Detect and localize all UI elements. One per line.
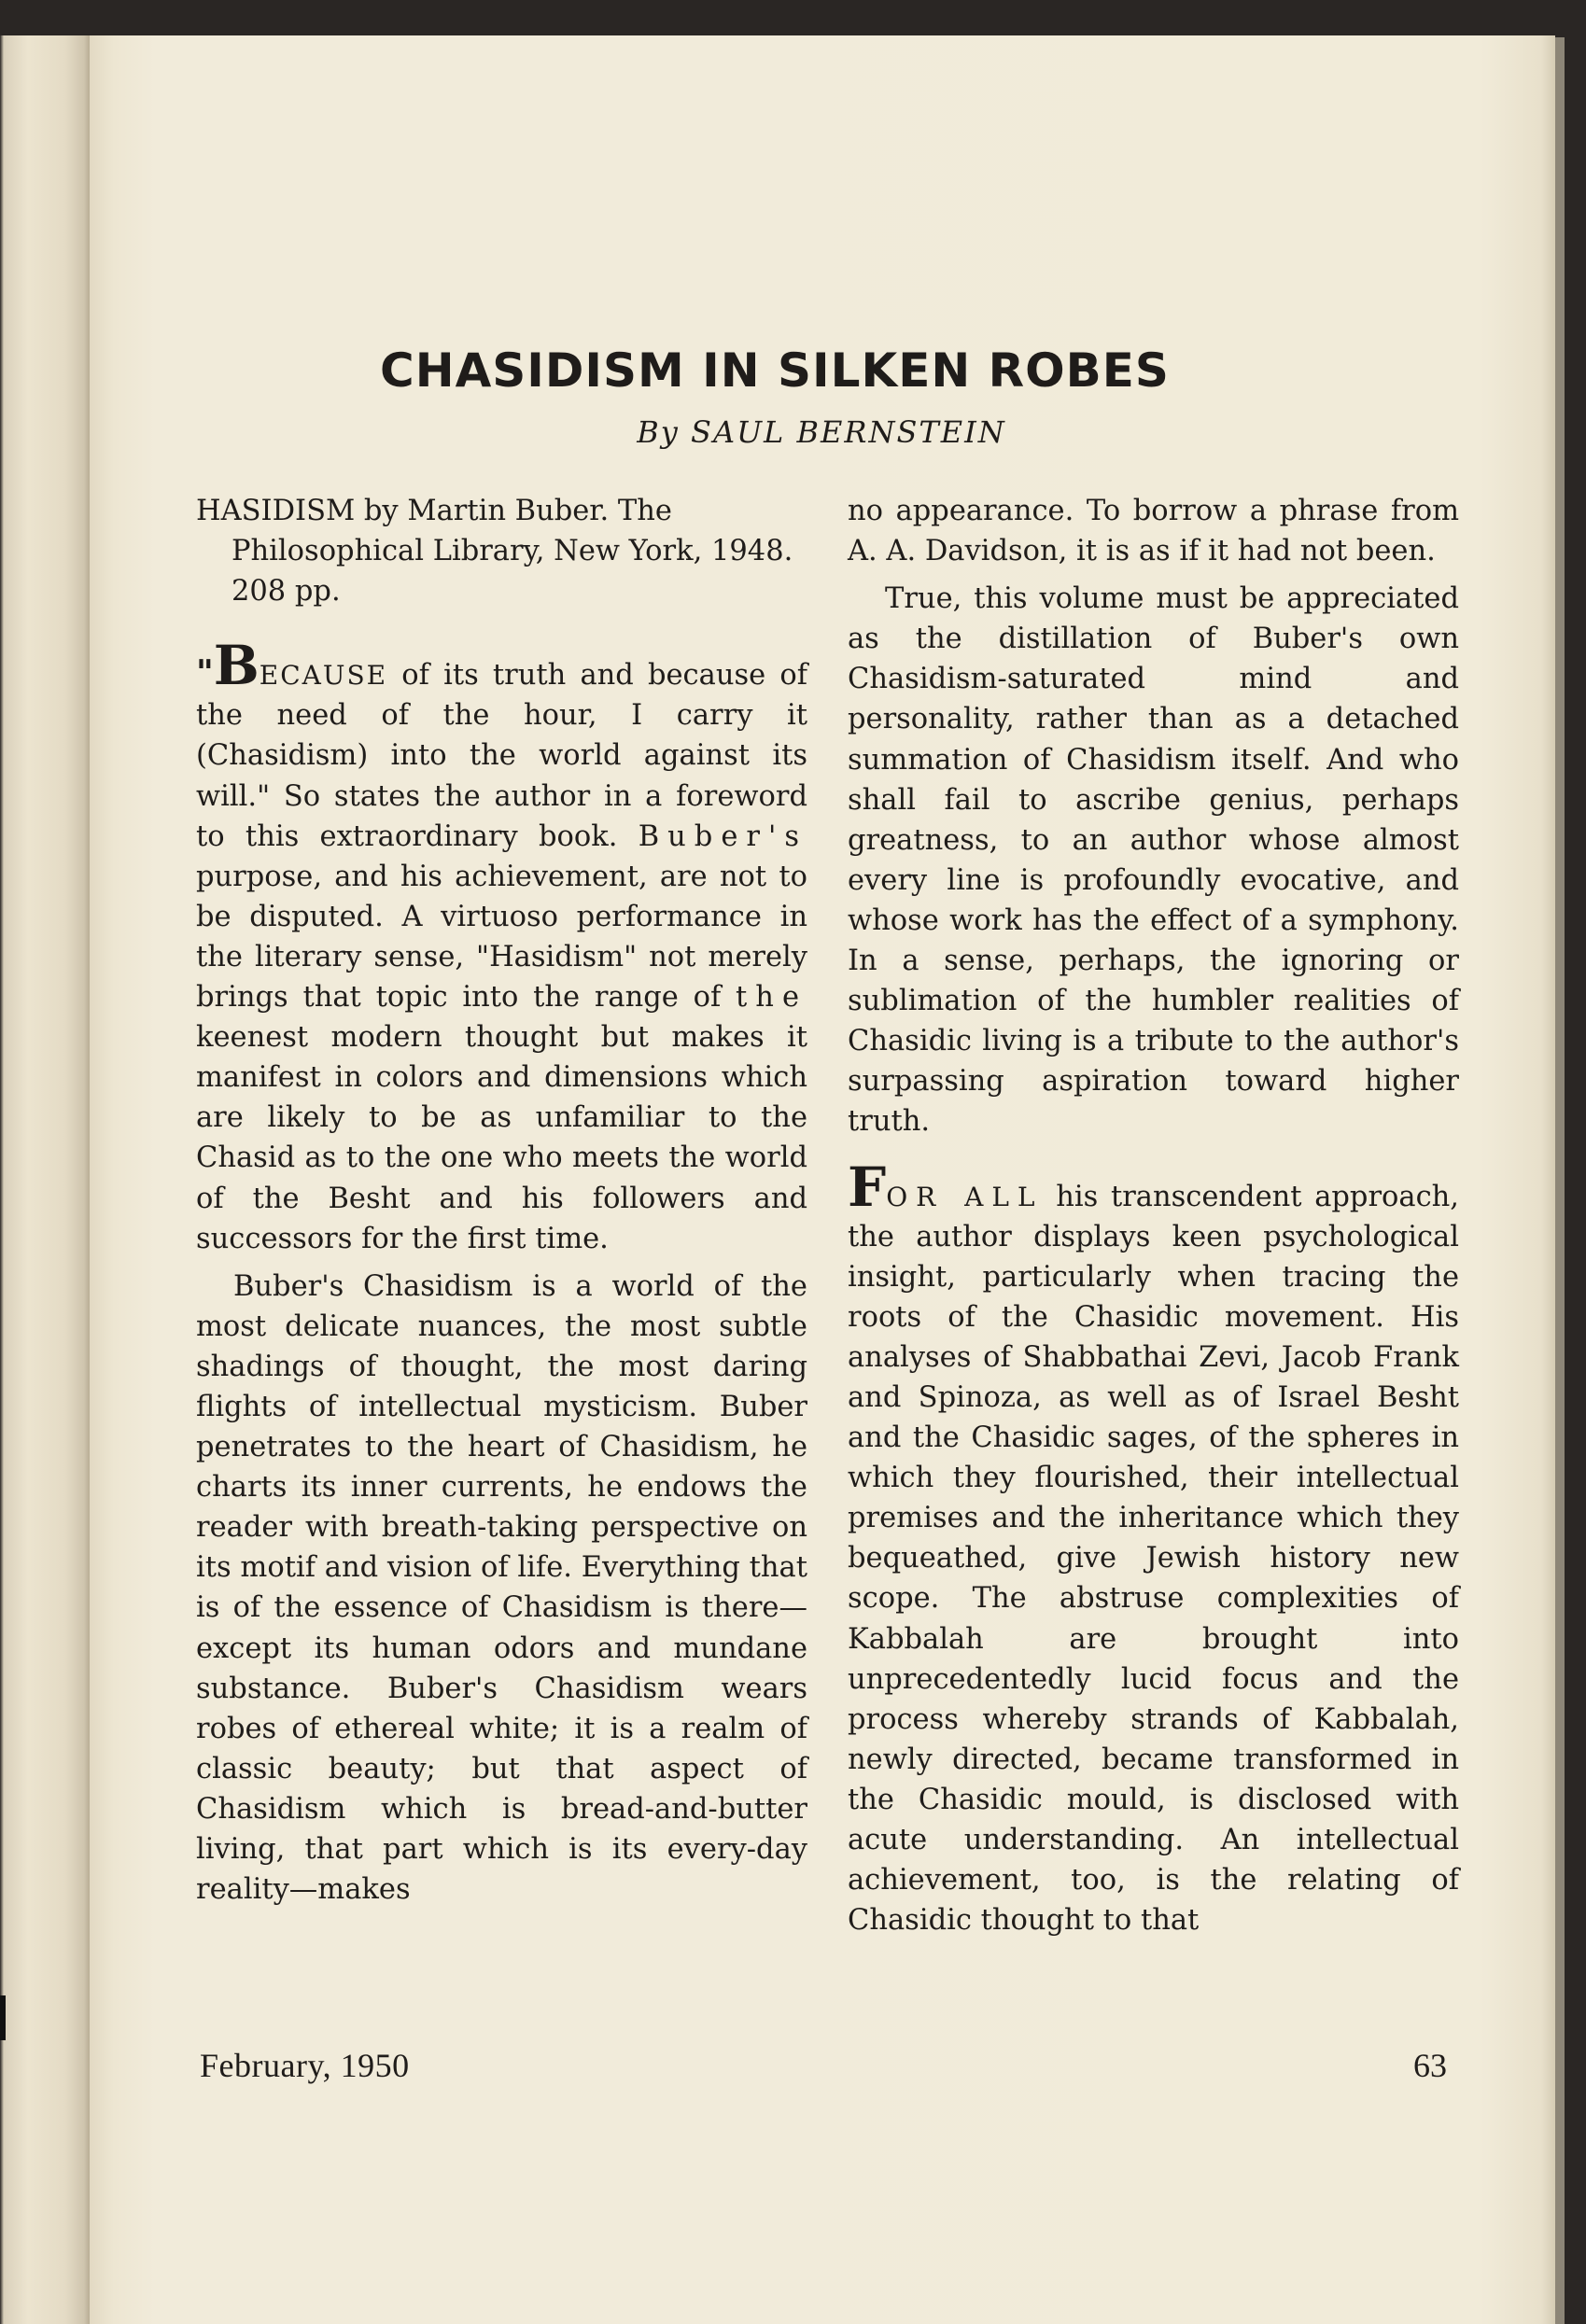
paragraph-opening-text-c: keenest modern thought but makes it manifest in colors and dimensions which are likely to be as unfamiliar to the Chasid as to the one who meets the world of the Besht and his followers and successors for the first time. bbox=[196, 1021, 807, 1255]
book-spine bbox=[0, 35, 90, 2324]
paragraph-continuation: no appearance. To borrow a phrase from A. A. Davidson, it is as if it had not been. bbox=[848, 495, 1459, 568]
spaced-word-bubers: Buber's bbox=[638, 819, 807, 853]
paragraph-for-all-text: his transcendent approach, the author displays keen psychological insight, particularly when tracing the roots of the Chasidic movement. His analyses of Shabbathai Zevi, Jacob Frank and Spinoza, as well as of Israel Besht and the Chasidic sages, of the spheres in which they flourished, their intellectual premises and the inheritance which they bequeathed, give Jewish history new scope. The abstruse complexities of Kabbalah are brought into unprecedentedly lucid focus and the process whereby strands of Kabbalah, newly directed, became transformed in the Chasidic mould, is disclosed with acute understanding. An intellectual achievement, too, is the relating of Chasidic thought to that bbox=[848, 1180, 1459, 1938]
drop-cap-f: F bbox=[848, 1155, 887, 1219]
paragraph-bubers-chasidism: Buber's Chasidism is a world of the most delicate nuances, the most subtle shadings of thought, the most daring flights of intellectual mysticism. Buber penetrates to the heart of Chasidism, he charts its inner currents, he endows the reader with breath-taking perspective on its motif and vision of life. Everything that is of the essence of Chasidism is there—except its human odors and mundane substance. Buber's Chasidism wears robes of ethereal white; it is a realm of classic beauty; but that aspect of Chasidism which is bread-and-butter living, that part which is its every-day reality—makes bbox=[196, 1269, 807, 1907]
spaced-word-the: the bbox=[736, 981, 807, 1015]
spine-marker bbox=[0, 1995, 6, 2040]
paragraph-opening-text-a: of its truth and because of the need of the hour, I carry it (Chasidism) into the world against its will." So states the author in a foreword to this extraordinary book. bbox=[196, 659, 807, 853]
footer-date: February, 1950 bbox=[200, 2047, 410, 2084]
article-byline: By SAUL BERNSTEIN bbox=[637, 414, 1006, 450]
paragraph-true-this-volume: True, this volume must be appreciated as the distillation of Buber's own Chasidism-saturated mind and personality, rather than as a detached summation of Chasidism itself. And who shall fail to ascribe genius, perhaps greatness, to an author whose almost every line is profoundly evocative, and whose work has the effect of a symphony. In a sense, perhaps, the ignoring or sublimation of the humbler realities of Chasidic living is a tribute to the author's surpassing aspiration toward higher truth. bbox=[848, 582, 1459, 1139]
small-caps-for-all: OR ALL bbox=[886, 1181, 1044, 1212]
paragraph-for-all bbox=[848, 1155, 1459, 1941]
page-edge bbox=[1555, 37, 1565, 2324]
drop-cap-b: B bbox=[213, 634, 260, 698]
paragraph-opening-text-b: purpose, and his achievement, are not to be disputed. A virtuoso performance in the literary sense, "Hasidism" not merely brings that topic into the range of bbox=[196, 860, 807, 1015]
paragraph-opening bbox=[196, 634, 807, 1258]
right-column bbox=[848, 491, 1459, 1940]
article-title: CHASIDISM IN SILKEN ROBES bbox=[380, 343, 1170, 398]
page-number: 63 bbox=[1413, 2047, 1447, 2084]
book-info: HASIDISM by Martin Buber. The Philosophical Library, New York, 1948. 208 pp. bbox=[196, 495, 793, 609]
opening-quote-mark: " bbox=[196, 653, 214, 693]
left-column bbox=[196, 491, 807, 1910]
small-caps-lead: ECAUSE bbox=[259, 660, 388, 692]
